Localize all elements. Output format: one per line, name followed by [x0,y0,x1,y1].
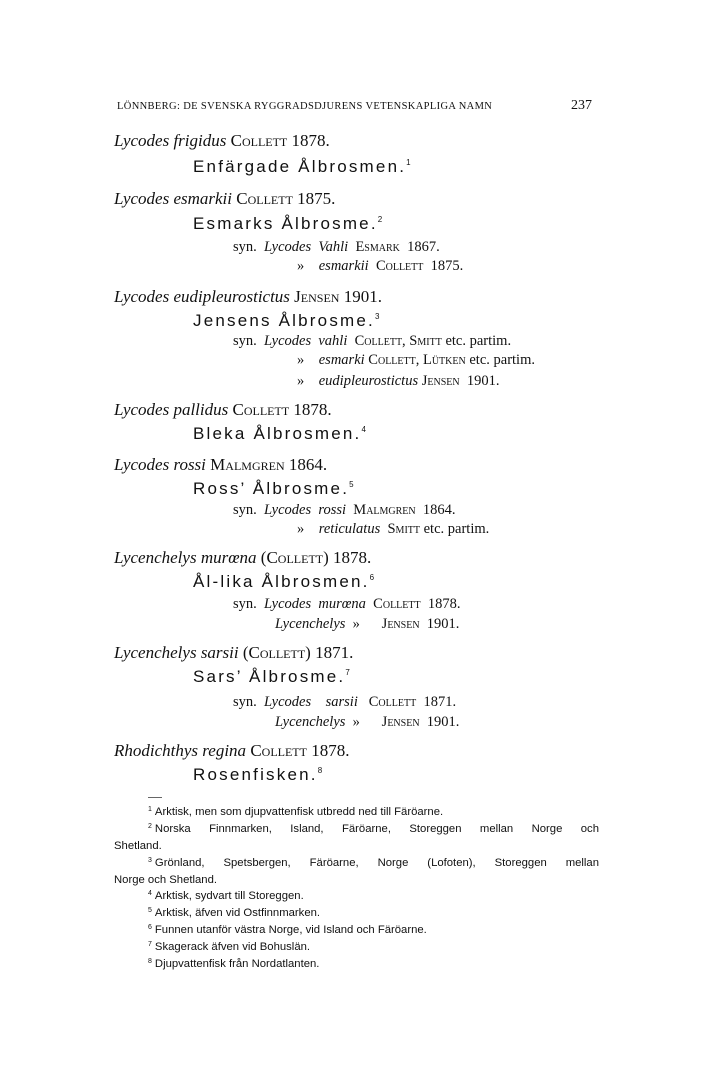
footnote-ref: 4 [361,425,366,434]
vernacular-name: Esmarks Ålbrosme.$^2$ [193,214,383,233]
vernacular-name: Ross’ Ålbrosme.$^5$ [193,479,354,498]
footnote-ref: 2 [377,215,383,224]
vernacular-name: Ål-lika Ålbrosmen.$^6$ [193,572,375,591]
footnote-3-continued: Norge och Shetland. [114,874,217,886]
footnote-rule [148,797,162,798]
species-entry-lycenchelys-sarsii [114,643,353,663]
synonym-line: Lycenchelys » Jensen 1901. [275,714,460,730]
species-entry-lycodes-pallidus [114,400,332,420]
footnote-7: $^7$ Skagerack äfven vid Bohuslän. [148,941,311,953]
genus: Lycodes [114,131,170,150]
author: Collett [230,131,288,150]
species: rossi [173,455,206,474]
species-entry-lycodes-esmarkii [114,189,335,209]
synonym-line: syn. Lycodes rossi Malmgren 1864. [233,502,456,518]
year: 1878. [311,741,350,760]
footnote-5: $^5$ Arktisk, äfven vid Ostfinnmarken. [148,907,321,919]
author: Jensen [294,287,340,306]
footnote-2-continued: Shetland. [114,840,162,852]
synonym-line: syn. Lycodes Vahli Esmark 1867. [233,239,440,255]
author: (Collett) [260,548,329,567]
genus: Lycodes [114,455,170,474]
footnote-2: $^2$ Norska Finnmarken, Island, Färöarne, Storeggen mellan Norge och [148,823,599,835]
synonym-line: syn. Lycodes vahli Collett, Smitt etc. partim. [233,333,512,349]
vernacular-name: Bleka Ålbrosmen.$^4$ [193,424,366,443]
footnote-ref: 8 [317,766,323,775]
species: regina [202,741,247,760]
year: 1871. [315,643,354,662]
synonym-line: » esmarkii Collett 1875. [297,258,464,274]
author: Collett [250,741,307,760]
synonym-line: syn. Lycodes sarsii Collett 1871. [233,694,457,710]
genus: Lycodes [114,400,170,419]
vernacular-name: Rosenfisken.$^8$ [193,765,323,784]
footnote-ref: 1 [406,158,411,167]
species: frigidus [173,131,227,150]
synonym-line: Lycenchelys » Jensen 1901. [275,616,460,632]
year: 1878. [333,548,372,567]
species-entry-rhodichthys-regina [114,741,349,761]
year: 1878. [293,400,332,419]
species-entry-lycodes-eudipleurostictus [114,287,382,307]
footnote-4: $^4$ Arktisk, sydvart till Storeggen. [148,890,304,902]
footnote-ref: 5 [349,480,354,489]
species: esmarkii [173,189,232,208]
author: Collett [232,400,290,419]
running-title: LÖNNBERG: DE SVENSKA RYGGRADSDJURENS VETENSKAPLIGA NAMN [117,101,493,112]
footnote-ref: 3 [374,312,380,321]
footnote-ref: 6 [369,573,375,582]
species-entry-lycodes-rossi [114,455,327,475]
author: Collett [236,189,293,208]
year: 1878. [291,131,330,150]
species: eudipleurostictus [173,287,290,306]
genus: Lycodes [114,189,170,208]
genus: Lycenchelys [114,643,197,662]
synonym-line: » esmarki Collett, Lütken etc. partim. [297,352,535,368]
author: Malmgren [210,455,285,474]
vernacular-name: Sars’ Ålbrosme.$^7$ [193,667,350,686]
footnote-ref: 7 [345,668,350,677]
year: 1901. [343,287,382,306]
species-entry-lycenchelys-muraena [114,548,371,568]
footnote-1: $^1$ Arktisk, men som djupvattenfisk utbredd ned till Färöarne. [148,806,444,818]
footnote-6: $^6$ Funnen utanför västra Norge, vid Island och Färöarne. [148,924,427,936]
species: murœna [200,548,257,567]
species: pallidus [173,400,229,419]
footnote-3: $^3$ Grönland, Spetsbergen, Färöarne, Norge (Lofoten), Storeggen mellan [148,857,599,869]
genus: Lycodes [114,287,170,306]
author: (Collett) [242,643,311,662]
year: 1875. [297,189,336,208]
footnote-8: $^8$ Djupvattenfisk från Nordatlanten. [148,958,320,970]
vernacular-name: Jensens Ålbrosme.$^3$ [193,311,380,330]
genus: Rhodichthys [114,741,199,760]
page-number: 237 [571,98,592,113]
genus: Lycenchelys [114,548,197,567]
year: 1864. [288,455,328,474]
synonym-line: » reticulatus Smitt etc. partim. [297,521,490,537]
vernacular-name: Enfärgade Ålbrosmen.$^1$ [193,157,411,176]
synonym-line: » eudipleurostictus Jensen 1901. [297,373,500,389]
species-entry-lycodes-frigidus [114,131,330,151]
synonym-line: syn. Lycodes murœna Collett 1878. [233,596,461,612]
species: sarsii [200,643,239,662]
